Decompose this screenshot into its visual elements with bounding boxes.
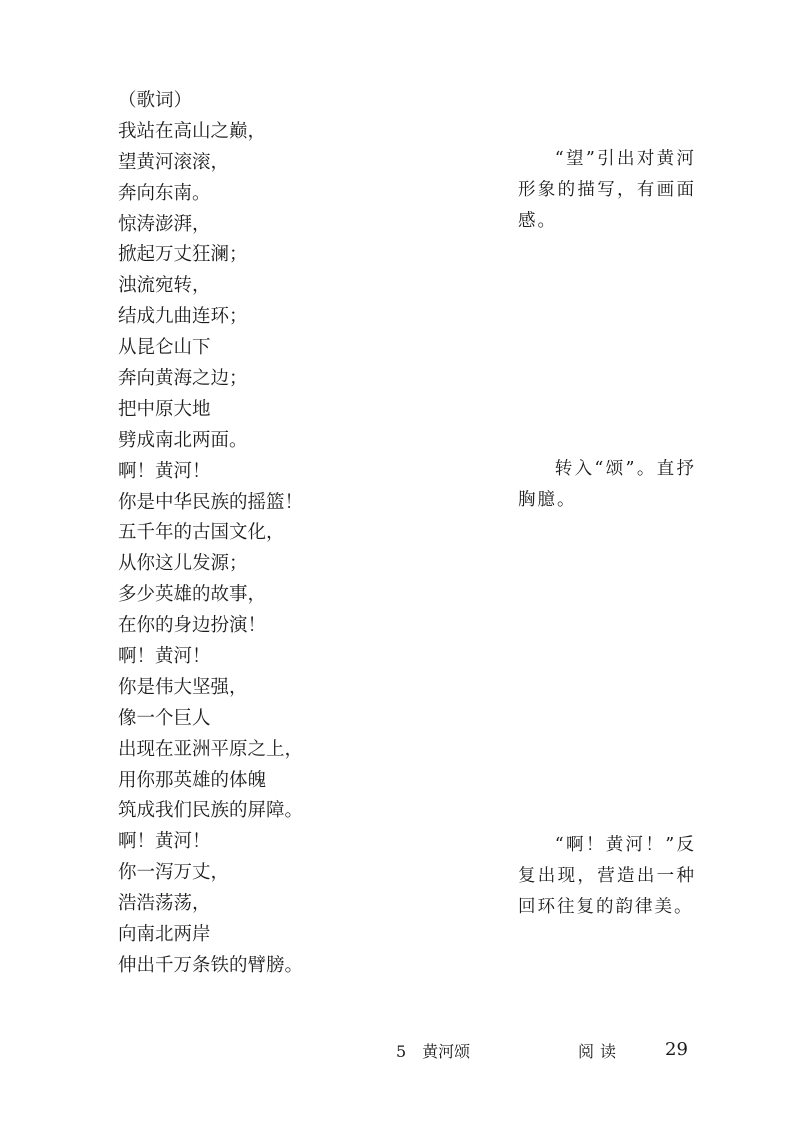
poem-line: 在你的身边扮演！ [118, 615, 267, 637]
poem-line: 惊涛澎湃， [118, 213, 211, 235]
poem-line: 浊流宛转， [118, 275, 211, 297]
poem-line: 五千年的古国文化， [118, 522, 285, 544]
footer-chapter-title: 5 黄河颂 [396, 1042, 471, 1061]
poem-line: 出现在亚洲平原之上， [118, 738, 304, 760]
poem-line: 我站在高山之巅， [118, 120, 267, 142]
margin-note-text: 转入“颂”。直抒胸臆。 [518, 459, 696, 510]
poem-line: 奔向东南。 [118, 182, 211, 204]
poem-line: 伸出千万条铁的臂膀。 [118, 954, 304, 976]
poem-line: 结成九曲连环； [118, 306, 248, 328]
poem-line: 你一泻万丈， [118, 862, 230, 884]
poem-line: 啊！黄河！ [118, 646, 211, 668]
poem-line: 多少英雄的故事， [118, 584, 267, 606]
poem-line: 筑成我们民族的屏障。 [118, 800, 304, 822]
poem-line: 你是中华民族的摇篮！ [118, 491, 304, 513]
margin-note-text: “啊！黄河！”反复出现，营造出一种回环往复的韵律美。 [518, 835, 696, 917]
poem-line: 向南北两岸 [118, 924, 211, 946]
poem-line: 啊！黄河！ [118, 831, 211, 853]
poem-line: 劈成南北两面。 [118, 429, 248, 451]
poem-text [118, 86, 478, 982]
poem-line: 掀起万丈狂澜； [118, 244, 248, 266]
margin-note-text: “望”引出对黄河形象的描写，有画面感。 [518, 149, 696, 231]
poem-line: 把中原大地 [118, 398, 211, 420]
poem-heading: （歌词） [118, 90, 193, 111]
poem-line: 浩浩荡荡， [118, 893, 211, 915]
poem-line: 你是伟大坚强， [118, 676, 248, 698]
poem-line: 啊！黄河！ [118, 460, 211, 482]
poem-line: 像一个巨人 [118, 707, 211, 729]
poem-line: 用你那英雄的体魄 [118, 769, 267, 791]
margin-note-2 [518, 454, 696, 516]
page-number: 29 [665, 1039, 688, 1060]
poem-line: 奔向黄海之边； [118, 368, 248, 390]
poem-line: 从昆仑山下 [118, 337, 211, 359]
poem-line: 望黄河滚滚， [118, 151, 230, 173]
margin-note-1 [518, 144, 696, 237]
margin-note-3 [518, 830, 696, 923]
footer-section-label: 阅读 [578, 1042, 623, 1061]
poem-line: 从你这儿发源； [118, 553, 248, 575]
